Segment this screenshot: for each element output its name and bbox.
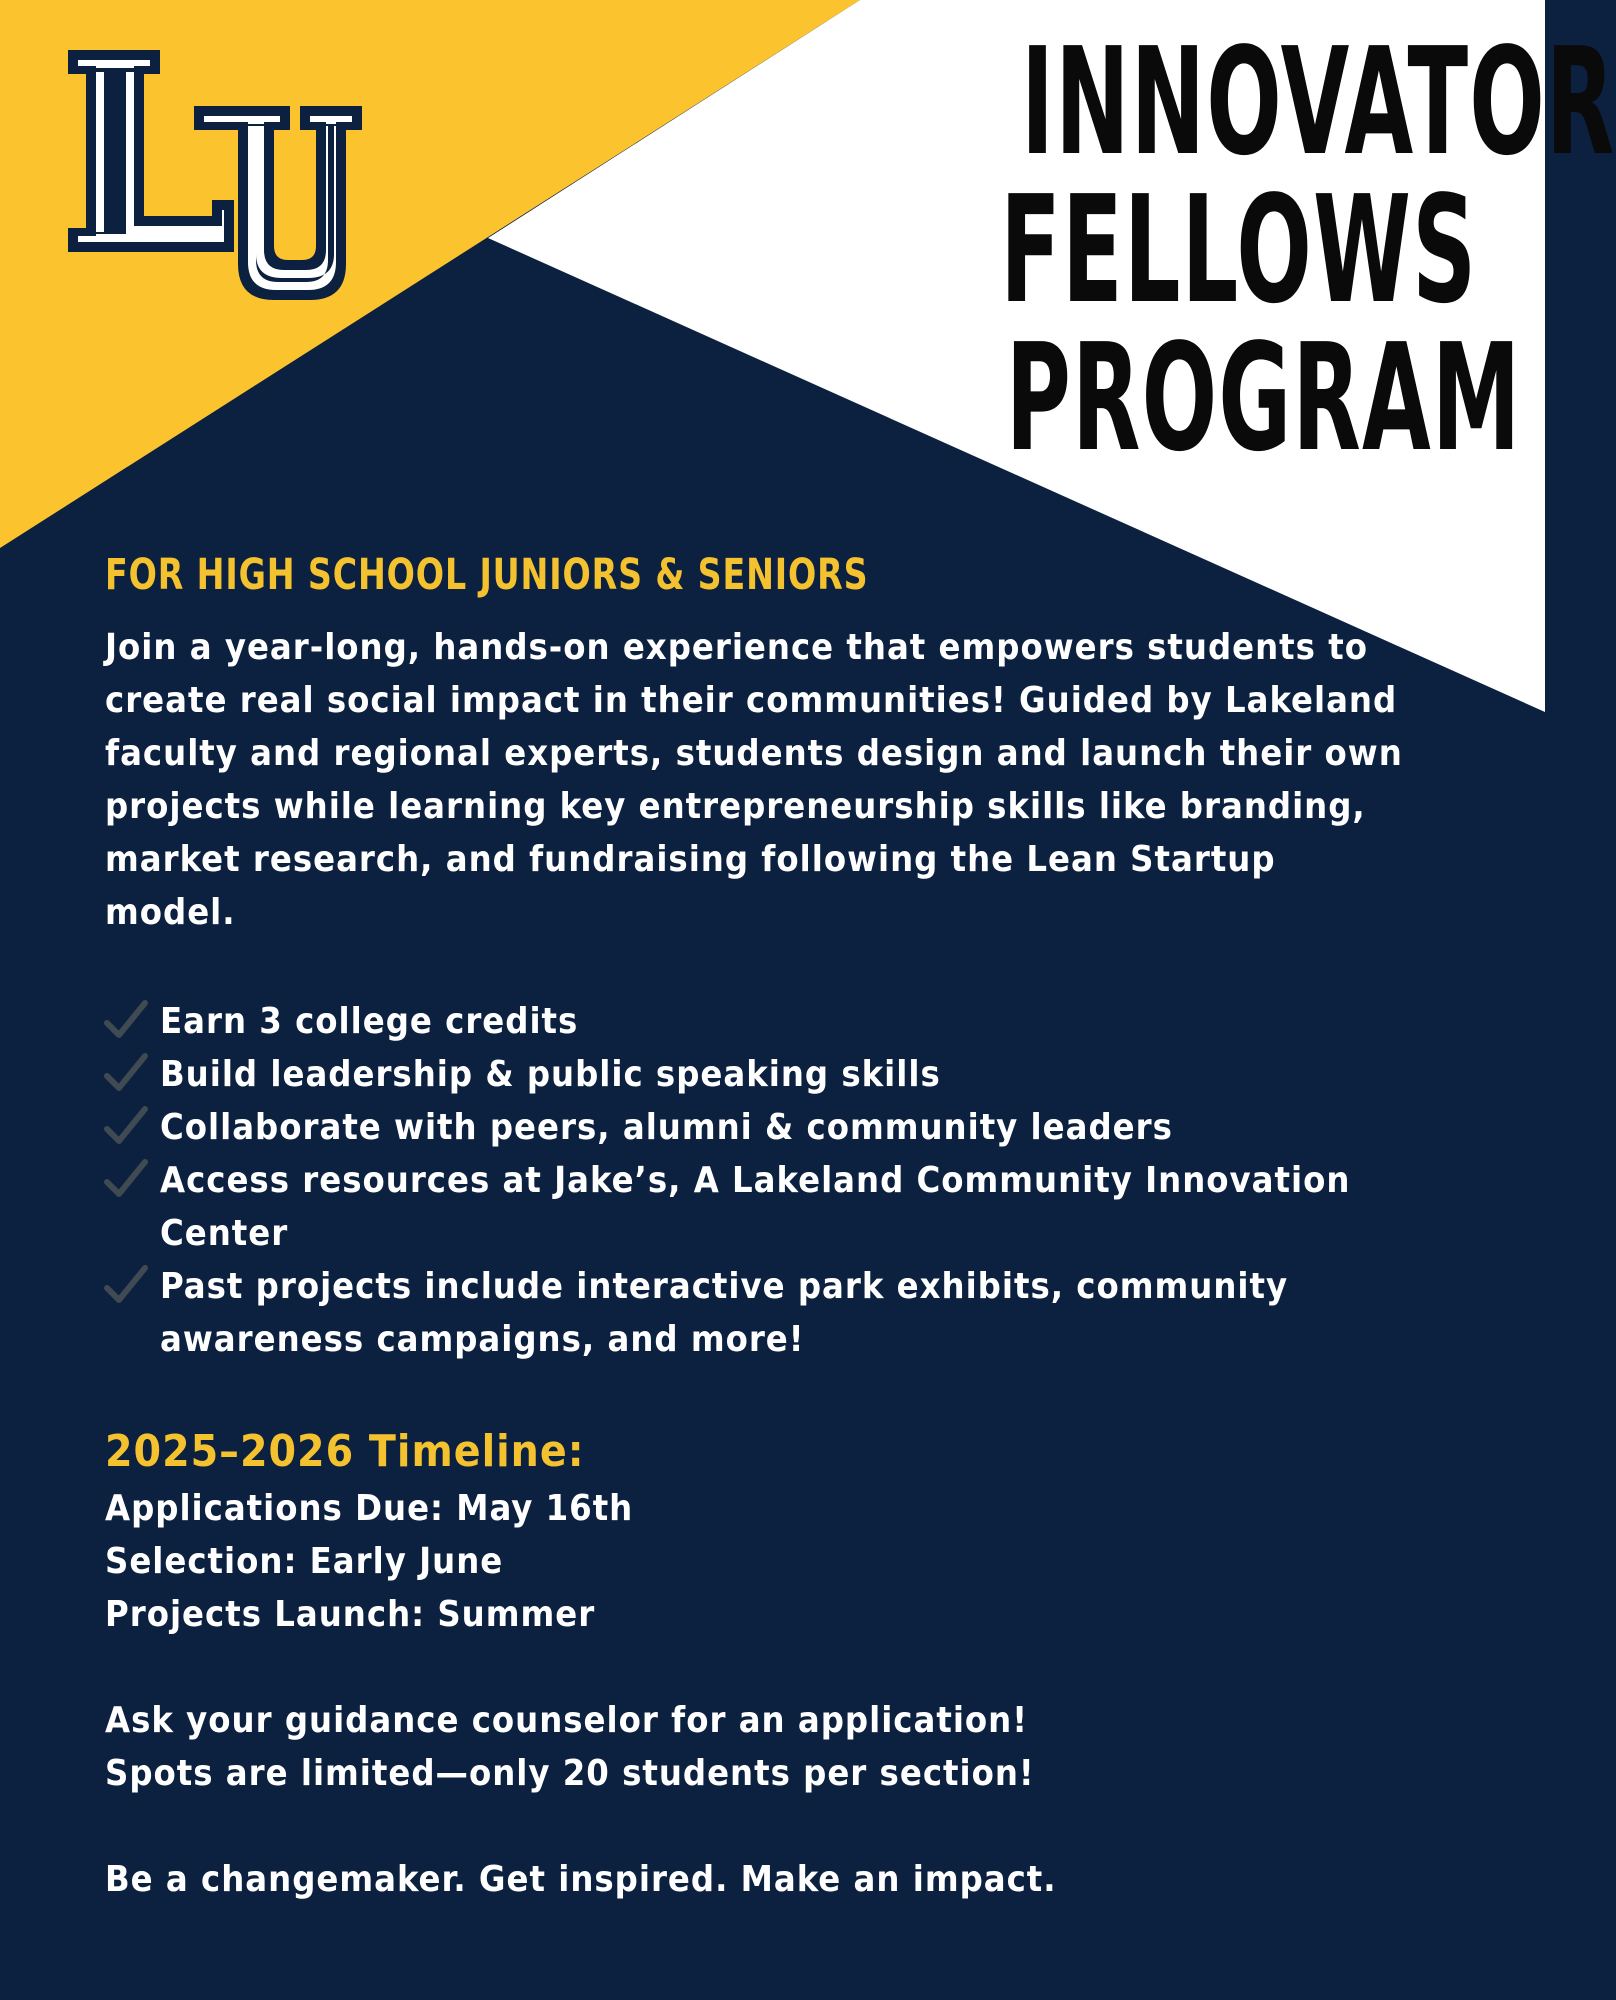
intro-paragraph [105, 621, 1405, 939]
benefit-text: Earn 3 college credits [160, 1001, 579, 1042]
checkmark-icon [103, 1050, 149, 1096]
intro-line: faculty and regional experts, students design and launch their own [105, 733, 1403, 774]
lu-monogram-logo [64, 46, 366, 304]
list-item [105, 1101, 1410, 1154]
timeline-item: Selection: Early June [105, 1541, 504, 1582]
intro-line: projects while learning key entrepreneurship skills like branding, [105, 786, 1366, 827]
title-line-1: INNOVATOR [1021, 16, 1616, 188]
list-item [105, 995, 1410, 1048]
spacer [105, 1800, 1465, 1853]
list-item [105, 1154, 1410, 1260]
intro-line: Join a year-long, hands-on experience that empowers students to [105, 627, 1368, 668]
program-title [741, 16, 1616, 484]
benefit-text: Past projects include interactive park exhibits, community awareness campaigns, and more! [160, 1266, 1289, 1360]
tagline: Be a changemaker. Get inspired. Make an impact. [105, 1859, 1057, 1900]
cta-line-2: Spots are limited—only 20 students per section! [105, 1753, 1035, 1794]
checkmark-icon [103, 1262, 149, 1308]
intro-line: create real social impact in their communities! Guided by Lakeland [105, 680, 1398, 721]
timeline-heading: 2025–2026 Timeline: [105, 1426, 585, 1477]
checkmark-icon [103, 1103, 149, 1149]
benefit-text: Access resources at Jake’s, A Lakeland Community Innovation Center [160, 1160, 1351, 1254]
title-line-2: FELLOWS [1000, 164, 1478, 336]
checkmark-icon [103, 997, 149, 1043]
flyer-body [105, 545, 1465, 1906]
intro-line: market research, and fundraising following the Lean Startup model. [105, 839, 1276, 933]
benefits-list [105, 995, 1465, 1366]
spacer [105, 1641, 1465, 1694]
title-line-3: PROGRAM [1005, 312, 1522, 484]
timeline-item: Applications Due: May 16th [105, 1488, 634, 1529]
letter-l [68, 50, 234, 252]
timeline-item: Projects Launch: Summer [105, 1594, 596, 1635]
list-item [105, 1048, 1410, 1101]
cta-line-1: Ask your guidance counselor for an application! [105, 1700, 1028, 1741]
audience-heading: FOR HIGH SCHOOL JUNIORS & SENIORS [105, 550, 869, 600]
checkmark-icon [103, 1156, 149, 1202]
list-item [105, 1260, 1410, 1366]
benefit-text: Build leadership & public speaking skills [160, 1054, 941, 1095]
benefit-text: Collaborate with peers, alumni & community leaders [160, 1107, 1173, 1148]
